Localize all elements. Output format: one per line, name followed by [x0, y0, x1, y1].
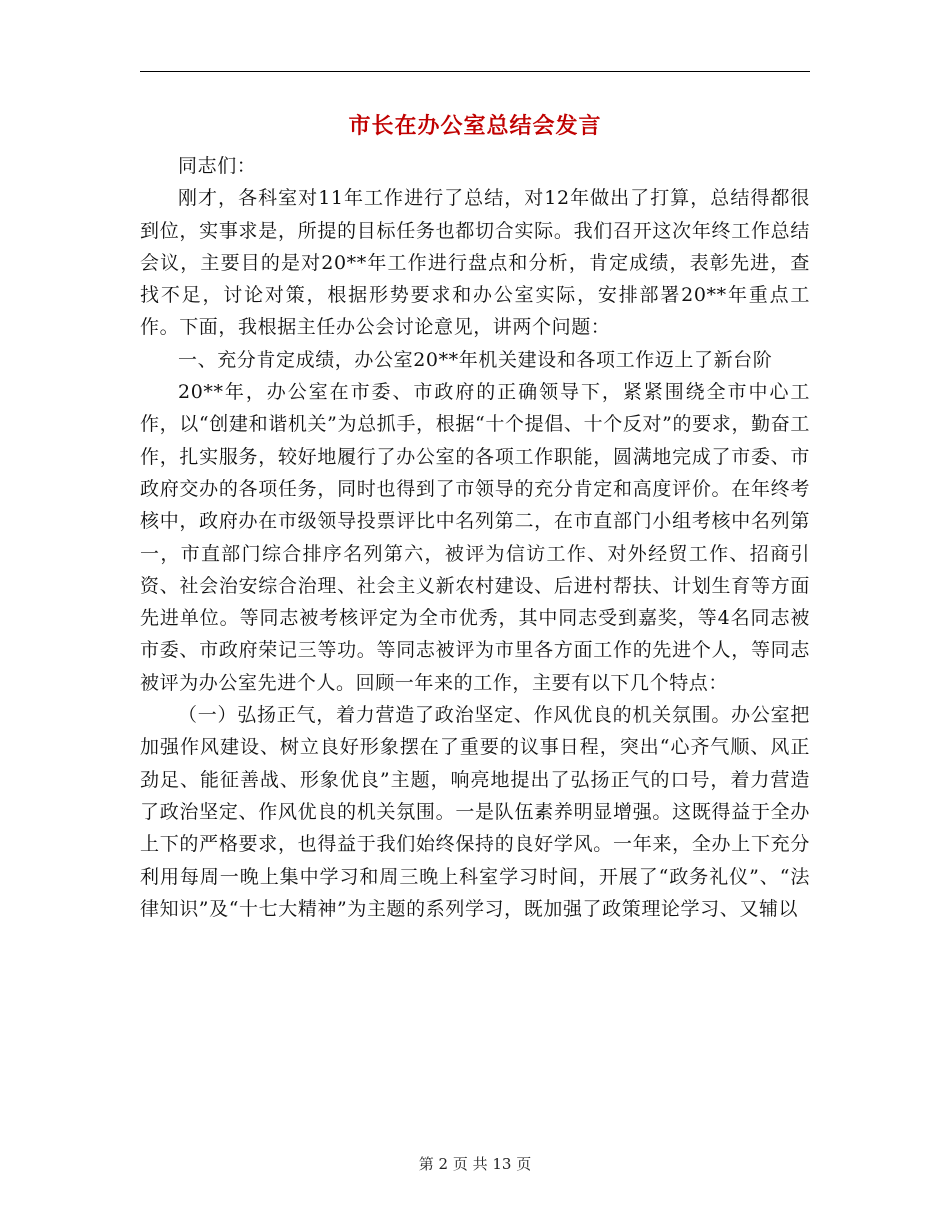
paragraph-subsection-1: （一）弘扬正气，着力营造了政治坚定、作风优良的机关氛围。办公室把加强作风建设、树立良好形象摆在了重要的议事日程，突出“心齐气顺、风正劲足、能征善战、形象优良”主题，响亮地提出了弘扬正气的口号，着力营造了政治坚定、作风优良的机关氛围。一是队伍素养明显增强。这既得益于全办上下的严格要求，也得益于我们始终保持的良好学风。一年来，全办上下充分利用每周一晚上集中学习和周三晚上科室学习时间，开展了“政务礼仪”、“法律知识”及“十七大精神”为主题的系列学习，既加强了政策理论学习、又辅以 — [140, 704, 810, 920]
document-body — [140, 150, 810, 925]
section-heading-1: 一、充分肯定成绩，办公室20**年机关建设和各项工作迈上了新台阶 — [178, 348, 773, 371]
document-title: 市长在办公室总结会发言 — [348, 113, 602, 139]
page-footer: 第 2 页 共 13 页 — [418, 1155, 532, 1173]
header-rule — [140, 71, 810, 72]
paragraph-intro: 刚才，各科室对11年工作进行了总结，对12年做出了打算，总结得都很到位，实事求是，所提的目标任务也都切合实际。我们召开这次年终工作总结会议，主要目的是对20**年工作进行盘点和分析，肯定成绩，表彰先进，查找不足，讨论对策，根据形势要求和办公室实际，安排部署20**年重点工作。下面，我根据主任办公会讨论意见，讲两个问题： — [140, 187, 810, 339]
paragraph-achievements: 20**年，办公室在市委、市政府的正确领导下，紧紧围绕全市中心工作，以“创建和谐机关”为总抓手，根据“十个提倡、十个反对”的要求，勤奋工作，扎实服务，较好地履行了办公室的各项工作职能，圆满地完成了市委、市政府交办的各项任务，同时也得到了市领导的充分肯定和高度评价。在年终考核中，政府办在市级领导投票评比中名列第二，在市直部门小组考核中名列第一，市直部门综合排序名列第六，被评为信访工作、对外经贸工作、招商引资、社会治安综合治理、社会主义新农村建设、后进村帮扶、计划生育等方面先进单位。等同志被考核评定为全市优秀，其中同志受到嘉奖，等4名同志被市委、市政府荣记三等功。等同志被评为市里各方面工作的先进个人，等同志被评为办公室先进个人。回顾一年来的工作，主要有以下几个特点： — [140, 381, 810, 694]
paragraph-salutation: 同志们： — [178, 155, 257, 177]
